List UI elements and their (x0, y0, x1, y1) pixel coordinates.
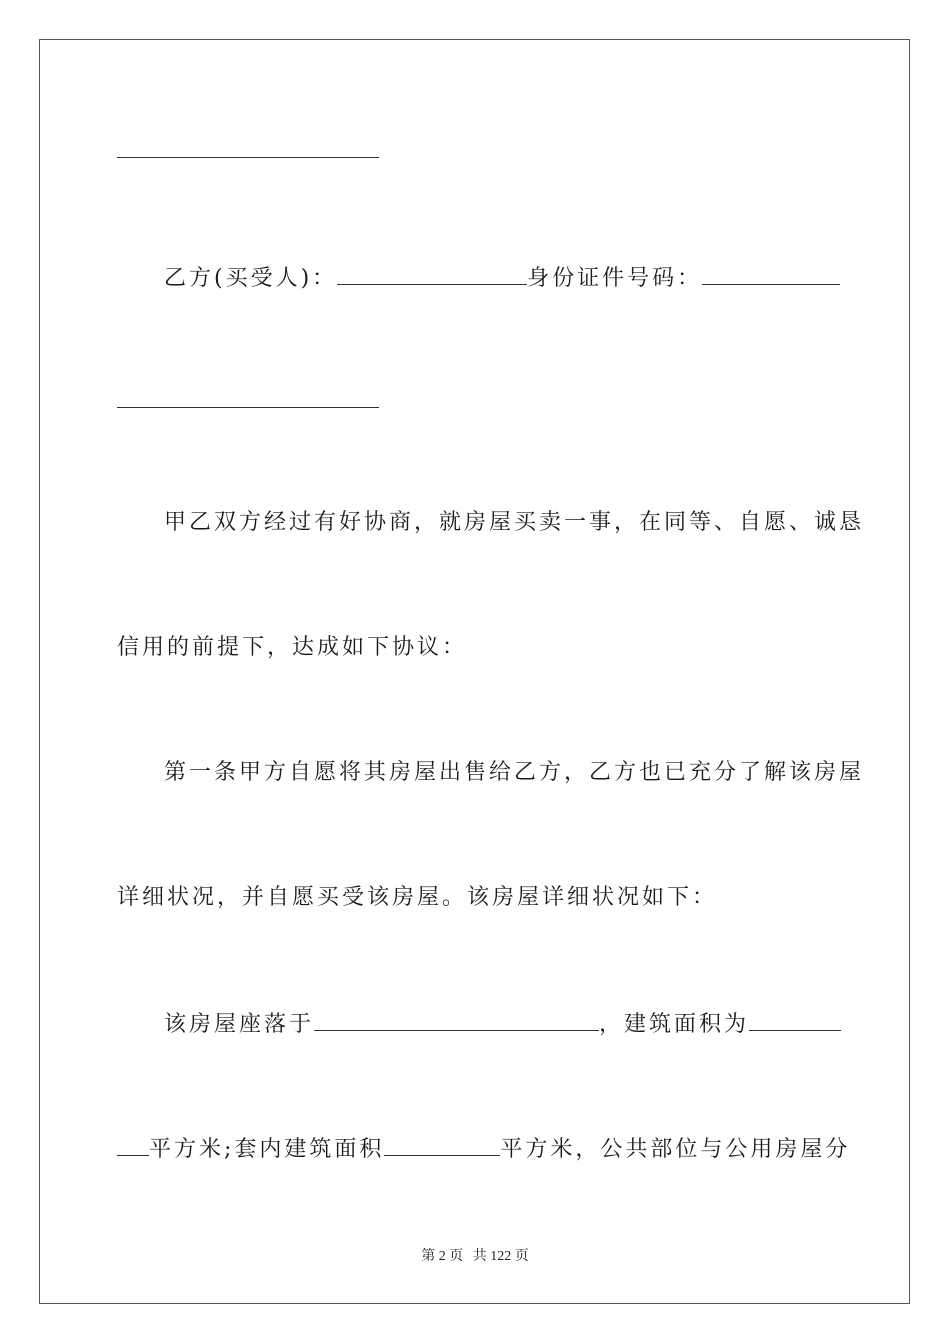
area-field-cont[interactable] (117, 1133, 149, 1156)
page-footer (0, 1245, 950, 1265)
para3-line1 (164, 1008, 884, 1040)
para2-line2: 详细状况，并自愿买受该房屋。该房屋详细状况如下： (117, 885, 718, 910)
page-border (39, 39, 910, 1304)
page-number: 第 2 页 (421, 1249, 464, 1264)
area-label: ，建筑面积为 (599, 1012, 750, 1037)
blank-line-top (117, 157, 379, 158)
buyer-name-field[interactable] (337, 262, 527, 285)
buyer-label: 乙方(买受人)： (164, 266, 338, 291)
buyer-line (164, 262, 844, 294)
location-field[interactable] (314, 1008, 599, 1031)
shared-area-label: 平方米，公共部位与公用房屋分 (500, 1137, 851, 1162)
page-total: 共 122 页 (472, 1249, 529, 1264)
area-field[interactable] (749, 1008, 841, 1031)
buyer-id-field[interactable] (702, 262, 840, 285)
para3-line2 (117, 1133, 851, 1165)
location-label: 该房屋座落于 (164, 1012, 315, 1037)
para1-line2: 信用的前提下，达成如下协议： (117, 635, 468, 660)
inner-area-label: 平方米;套内建筑面积 (149, 1137, 385, 1162)
para2-line1: 第一条甲方自愿将其房屋出售给乙方，乙方也已充分了解该房屋 (164, 760, 865, 785)
inner-area-field[interactable] (384, 1133, 500, 1156)
para1-line1: 甲乙双方经过有好协商，就房屋买卖一事，在同等、自愿、诚恳 (164, 510, 865, 535)
id-label: 身份证件号码： (527, 266, 703, 291)
blank-line-buyer-id (117, 407, 379, 408)
